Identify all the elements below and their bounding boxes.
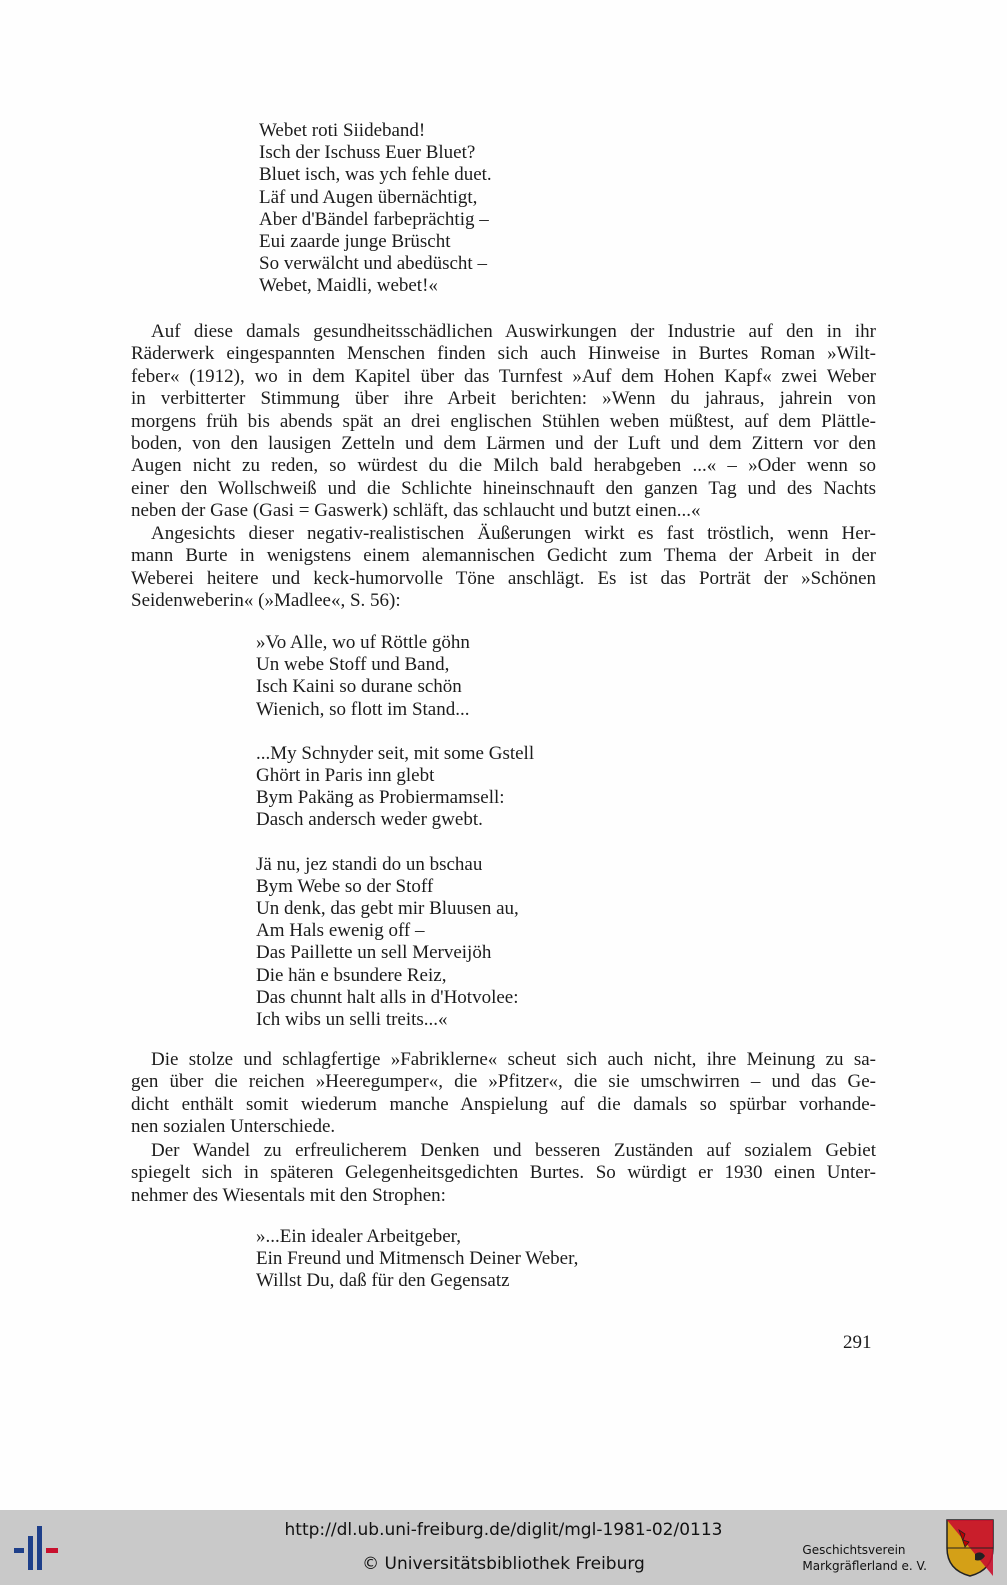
verse-line: Webet, Maidli, webet!« [259,275,438,297]
text-line: boden, von den lausigen Zetteln und dem Lärmen und der Luft und dem Zittern vor den [131,433,876,455]
verse-line: Un denk, das gebt mir Bluusen au, [256,898,519,920]
poem-arbeitgeber [256,1226,578,1293]
text-line: Seidenweberin« (»Madlee«, S. 56): [131,590,401,612]
footer-url-link[interactable]: http://dl.ub.uni-freiburg.de/diglit/mgl-1981-02/0113 [284,1520,723,1540]
verse-line: »Vo Alle, wo uf Röttle göhn [256,632,470,653]
verse-line: Das chunnt halt alls in d'Hotvolee: [256,986,519,1008]
stanza-gap [256,832,534,854]
verse-line: Wienich, so flott im Stand... [256,698,470,720]
page-number: 291 [843,1332,872,1353]
text-line: nehmer des Wiesentals mit den Strophen: [131,1184,446,1206]
verse-line: Bym Webe so der Stoff [256,875,434,897]
text-line: gen über die reichen »Heeregumper«, die »Pfitzer«, die sie umschwirren – und das Ge- [131,1071,876,1093]
paragraph-wandel [131,1140,876,1207]
verse-line: So verwälcht und abedüscht – [259,253,487,275]
society-name [802,1542,927,1574]
verse-line: Isch der Ischuss Euer Bluet? [259,142,476,164]
text-line: dicht enthält somit wiederum manche Anspielung auf die damals so spürbar vorhande- [131,1093,876,1115]
text-line: Die stolze und schlagfertige »Fabriklerne« scheut sich auch nicht, ihre Meinung zu sa- [151,1049,876,1070]
text-line: neben der Gase (Gasi = Gaswerk) schläft, das schlaucht und butzt einen...« [131,500,701,522]
society-name-line: Markgräflerland e. V. [802,1559,927,1573]
footer-copyright: © Universitätsbibliothek Freiburg [362,1554,645,1574]
text-line: in verbitterter Stimmung über ihre Arbeit berichten: »Wenn du jahraus, jahrein von [131,388,876,410]
verse-line: Un webe Stoff und Band, [256,654,450,676]
text-line: feber« (1912), wo in dem Kapitel über das Turnfest »Auf dem Hohen Kapf« zwei Weber [131,365,876,387]
verse-line: Webet roti Siideband! [259,120,426,141]
text-line: Der Wandel zu erfreulicherem Denken und besseren Zuständen auf sozialem Gebiet [151,1140,876,1161]
text-line: Räderwerk eingespannten Menschen finden sich auch Hinweise in Burtes Roman »Wilt- [131,343,876,365]
poem-webet [259,120,492,298]
text-line: morgens früh bis abends spät an drei englischen Stühlen weben müßtest, auf dem Plättle- [131,410,876,432]
verse-line: Bym Pakäng as Probiermamsell: [256,787,505,809]
paragraph-fabriklerne [131,1049,876,1139]
text-line: Angesichts dieser negativ-realistischen Äußerungen wirkt es fast tröstlich, wenn Her- [151,523,876,544]
verse-line: Ghört in Paris inn glebt [256,765,435,787]
verse-line: Die hän e bsundere Reiz, [256,964,447,986]
text-line: nen sozialen Unterschiede. [131,1116,336,1138]
verse-line: Ich wibs un selli treits...« [256,1009,448,1031]
stanza-gap [256,721,534,743]
text-line: Weberei heitere und keck-humorvolle Töne anschlägt. Es ist das Porträt der »Schönen [131,567,876,589]
library-footer-bar [0,1510,1007,1585]
verse-line: Aber d'Bändel farbeprächtig – [259,208,489,230]
verse-line: Das Paillette un sell Merveijöh [256,942,492,964]
verse-line: Eui zaarde junge Brüscht [259,231,451,253]
paragraph-wiltfeber [131,321,876,523]
verse-line: Läf und Augen übernächtigt, [259,186,478,208]
society-crest-icon [945,1518,995,1578]
verse-line: »...Ein idealer Arbeitgeber, [256,1226,461,1247]
verse-line: Am Hals ewenig off – [256,920,425,942]
verse-line: Isch Kaini so durane schön [256,676,462,698]
verse-line: Ein Freund und Mitmensch Deiner Weber, [256,1248,579,1270]
verse-line: Bluet isch, was ych fehle duet. [259,164,492,186]
society-name-line: Geschichtsverein [802,1543,906,1557]
text-line: einer den Wollschweiß und die Schlichte hineinschnauft den ganzen Tag und des Nachts [131,477,876,499]
text-line: Auf diese damals gesundheitsschädlichen Auswirkungen der Industrie auf den in ihr [151,321,876,342]
verse-line: Dasch andersch weder gwebt. [256,809,483,831]
paragraph-angesichts [131,523,876,613]
verse-line: Jä nu, jez standi do un bschau [256,853,483,875]
verse-line: ...My Schnyder seit, mit some Gstell [256,742,535,764]
text-line: spiegelt sich in späteren Gelegenheitsgedichten Burtes. So würdigt er 1930 einen Unter- [131,1162,876,1184]
text-line: mann Burte in wenigstens einem alemannischen Gedicht zum Thema der Arbeit in der [131,545,876,567]
verse-line: Willst Du, daß für den Gegensatz [256,1270,510,1292]
text-line: Augen nicht zu reden, so würdest du die Milch bald herabgeben ...« – »Oder wenn so [131,455,876,477]
poem-seidenweberin [256,632,534,1031]
